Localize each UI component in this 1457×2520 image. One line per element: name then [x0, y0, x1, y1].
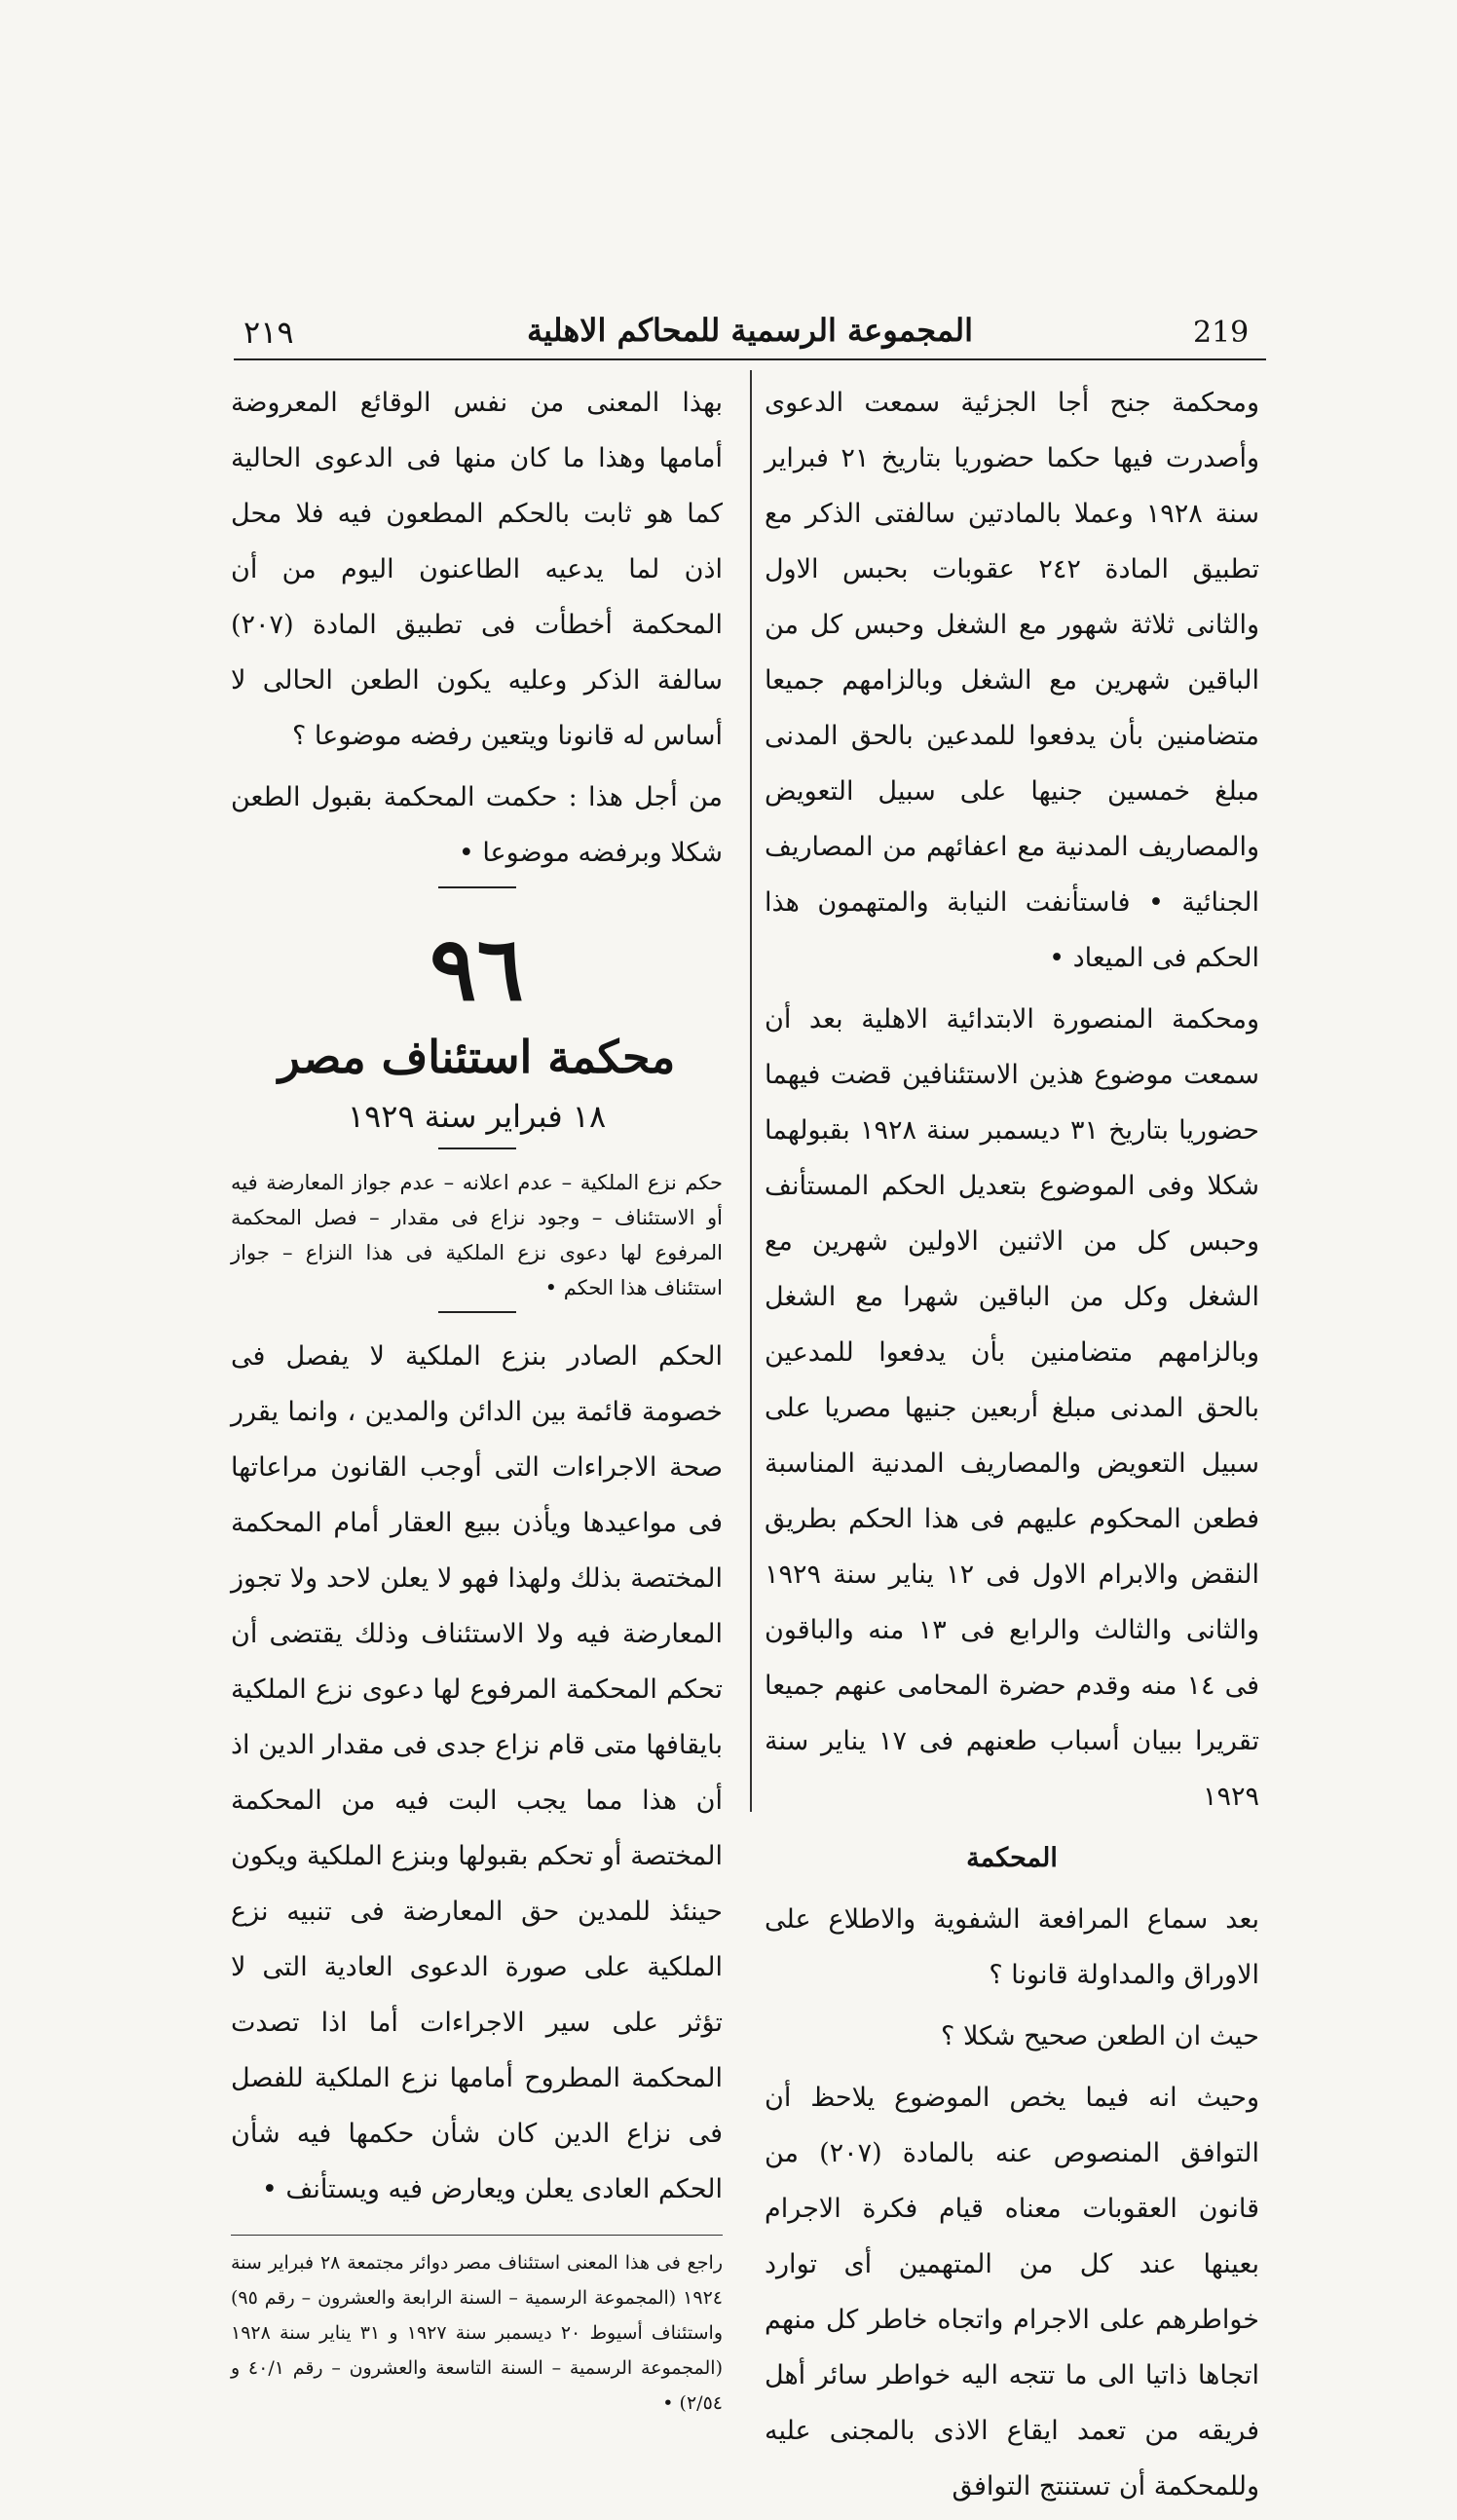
- right-column: [765, 375, 1259, 2520]
- headnote: حكم نزع الملكية – عدم اعلانه – عدم جواز المعارضة فيه أو الاستئناف – وجود نزاع فى مقدار – فصل المحكمة المرفوع لها دعوى نزع الملكية فى هذا النزاع – جواز استئناف هذا الحكم •: [231, 1171, 723, 1299]
- paragraph: بعد سماع المرافعة الشفوية والاطلاع على الاوراق والمداولة قانونا ؟: [765, 1904, 1259, 1990]
- case-date: ١٨ فبراير سنة ١٩٢٩: [347, 1098, 607, 1135]
- paragraph: ومحكمة المنصورة الابتدائية الاهلية بعد أن سمعت موضوع هذين الاستئنافين قضت فيهما حضوريا بتاريخ ٣١ ديسمبر سنة ١٩٢٨ بقبولهما شكلا وفى الموضوع بتعديل الحكم المستأنف وحبس كل من الاثنين الاولين شهرين مع الشغل وكل من الباقين شهرا مع الشغل وبالزامهم متضامنين بأن يدفعوا للمدعين بالحق المدنى مبلغ أربعين جنيها مصريا على سبيل التعويض والمصاريف المدنية المناسبة فطعن المحكوم عليهم فى هذا الحكم بطريق النقض والابرام الاول فى ١٢ يناير سنة ١٩٢٩ والثانى والثالث والرابع فى ١٣ منه والباقون فى ١٤ منه وقدم حضرة المحامى عنهم جميعا تقريرا ببيان أسباب طعنهم فى ١٧ يناير سنة ١٩٢٩: [765, 1004, 1259, 1812]
- date-rule: [438, 1147, 516, 1149]
- section-heading: المحكمة: [966, 1843, 1058, 1873]
- page-number-latin: 219: [1193, 316, 1250, 350]
- paragraph: بهذا المعنى من نفس الوقائع المعروضة أمامها وهذا ما كان منها فى الدعوى الحالية كما هو ثابت بالحكم المطعون فيه فلا محل اذن لما يدعيه الطاعنون اليوم من أن المحكمة أخطأت فى تطبيق المادة (٢٠٧) سالفة الذكر وعليه يكون الطعن الحالى لا أساس له قانونا ويتعين رفضه موضوعا ؟: [231, 388, 723, 751]
- judgment-summary: الحكم الصادر بنزع الملكية لا يفصل فى خصومة قائمة بين الدائن والمدين ، وانما يقرر صحة الاجراءات التى أوجب القانون مراعاتها فى مواعيدها ويأذن ببيع العقار أمام المحكمة المختصة بذلك ولهذا فهو لا يعلن لاحد ولا تجوز المعارضة فيه ولا الاستئناف وذلك يقتضى أن تحكم المحكمة المرفوع لها دعوى نزع الملكية بايقافها متى قام نزاع جدى فى مقدار الدين اذ أن هذا مما يجب البت فيه من المحكمة المختصة أو تحكم بقبولها وبنزع الملكية ويكون حينئذ للمدين حق المعارضة فى تنبيه نزع الملكية على صورة الدعوى العادية التى لا تؤثر على سير الاجراءات أما اذا تصدت المحكمة المطروح أمامها نزع الملكية للفصل فى نزاع الدين كان شأن حكمها فيه شأن الحكم العادى يعلن ويعارض فيه ويستأنف •: [231, 1341, 723, 2204]
- column-divider: [750, 370, 752, 1812]
- headnote-rule: [438, 1311, 516, 1313]
- case-number: ٩٦: [430, 918, 524, 1021]
- footnote: راجع فى هذا المعنى استئناف مصر دوائر مجتمعة ٢٨ فبراير سنة ١٩٢٤ (المجموعة الرسمية – السنة الرابعة والعشرون – رقم ٩٥) واستئناف أسيوط ٢٠ ديسمبر سنة ١٩٢٧ و ٣١ يناير سنة ١٩٢٨ (المجموعة الرسمية – السنة التاسعة والعشرون – رقم ٤٠/١ و ٢/٥٤) •: [231, 2252, 723, 2414]
- page-number-arabic: ٢١٩: [243, 314, 294, 351]
- paragraph: من أجل هذا : حكمت المحكمة بقبول الطعن شكلا وبرفضه موضوعا •: [231, 782, 723, 868]
- page-header: [234, 310, 1266, 360]
- section-rule: [438, 886, 516, 888]
- paragraph: حيث ان الطعن صحيح شكلا ؟: [941, 2021, 1259, 2051]
- court-name: محكمة استئناف مصر: [278, 1031, 676, 1083]
- left-column: [231, 375, 723, 2426]
- footnote-rule: [231, 2235, 723, 2236]
- paragraph: وحيث انه فيما يخص الموضوع يلاحظ أن التوافق المنصوص عنه بالمادة (٢٠٧) من قانون العقوبات معناه قيام فكرة الاجرام بعينها عند كل من المتهمين أى توارد خواطرهم على الاجرام واتجاه خاطر كل منهم اتجاها ذاتيا الى ما تتجه اليه خواطر سائر أهل فريقه من تعمد ايقاع الاذى بالمجنى عليه وللمحكمة أن تستنتج التوافق: [765, 2083, 1259, 2501]
- running-title: المجموعة الرسمية للمحاكم الاهلية: [526, 312, 974, 349]
- paragraph: ومحكمة جنح أجا الجزئية سمعت الدعوى وأصدرت فيها حكما حضوريا بتاريخ ٢١ فبراير سنة ١٩٢٨ وعملا بالمادتين سالفتى الذكر مع تطبيق المادة ٢٤٢ عقوبات بحبس الاول والثانى ثلاثة شهور مع الشغل وحبس كل من الباقين شهرين مع الشغل وبالزامهم جميعا متضامنين بأن يدفعوا للمدعين بالحق المدنى مبلغ خمسين جنيها على سبيل التعويض والمصاريف المدنية مع اعفائهم من المصاريف الجنائية • فاستأنفت النيابة والمتهمون هذا الحكم فى الميعاد •: [765, 388, 1259, 973]
